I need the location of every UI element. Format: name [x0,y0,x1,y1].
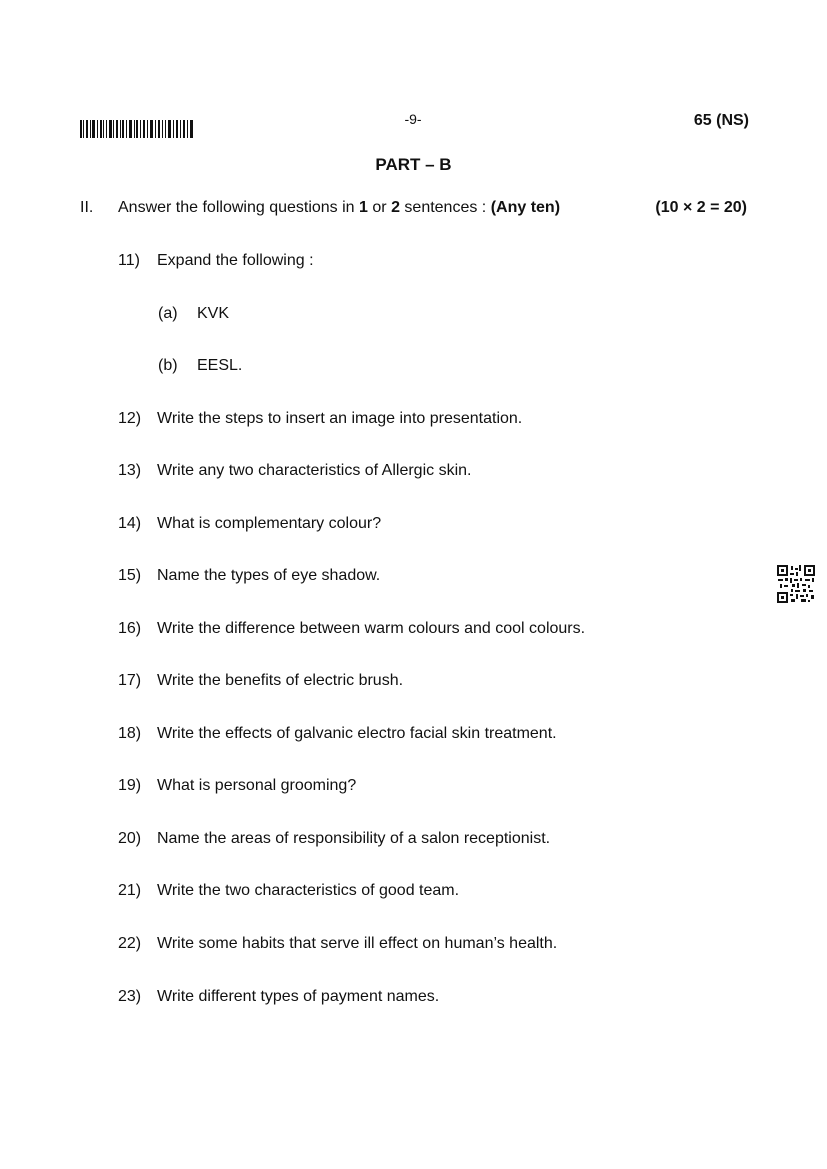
instruction-or: or [367,199,392,216]
section-marks: (10 × 2 = 20) [655,199,747,216]
sub-item-text: KVK [197,305,230,322]
question-text: Write the difference between warm colours and cool colours. [157,620,586,637]
question-text: Expand the following : [157,252,314,269]
question-number: 18) [118,725,142,742]
question-text: Name the areas of responsibility of a salon receptionist. [157,830,551,847]
question-number: 22) [118,935,142,952]
page-number: -9- [404,111,422,127]
question-text: Write the steps to insert an image into presentation. [157,410,523,427]
barcode [80,120,194,138]
instruction-any: (Any ten) [490,199,561,216]
question-number: 20) [118,830,142,847]
question-text: What is complementary colour? [157,515,382,532]
paper-code: 65 (NS) [693,112,749,129]
question-number: 14) [118,515,142,532]
question-number: 23) [118,988,142,1005]
question-text: Write any two characteristics of Allergic skin. [157,462,472,479]
sub-item-label: (a) [158,305,178,322]
question-number: 19) [118,777,142,794]
question-text: Write the benefits of electric brush. [157,672,404,689]
section-number: II. [80,199,94,216]
part-title: PART – B [375,155,452,174]
question-number: 17) [118,672,142,689]
qr-code [777,565,815,603]
question-text: Write the effects of galvanic electro facial skin treatment. [157,725,557,742]
question-text: Write the two characteristics of good team. [157,882,460,899]
question-text: Write some habits that serve ill effect on human’s health. [157,935,558,952]
question-number: 13) [118,462,142,479]
question-number: 16) [118,620,142,637]
instruction-n1: 1 [359,199,368,216]
instruction-prefix: Answer the following questions in [118,199,360,216]
question-number: 15) [118,567,142,584]
instruction-suffix: sentences : [399,199,491,216]
question-number: 21) [118,882,142,899]
section-instruction [118,199,560,217]
sub-item-text: EESL. [197,357,243,374]
question-text: Name the types of eye shadow. [157,567,381,584]
question-text: Write different types of payment names. [157,988,440,1005]
question-number: 12) [118,410,142,427]
question-text: What is personal grooming? [157,777,357,794]
sub-item-label: (b) [158,357,178,374]
question-number: 11) [118,252,140,269]
instruction-n2: 2 [391,199,400,216]
